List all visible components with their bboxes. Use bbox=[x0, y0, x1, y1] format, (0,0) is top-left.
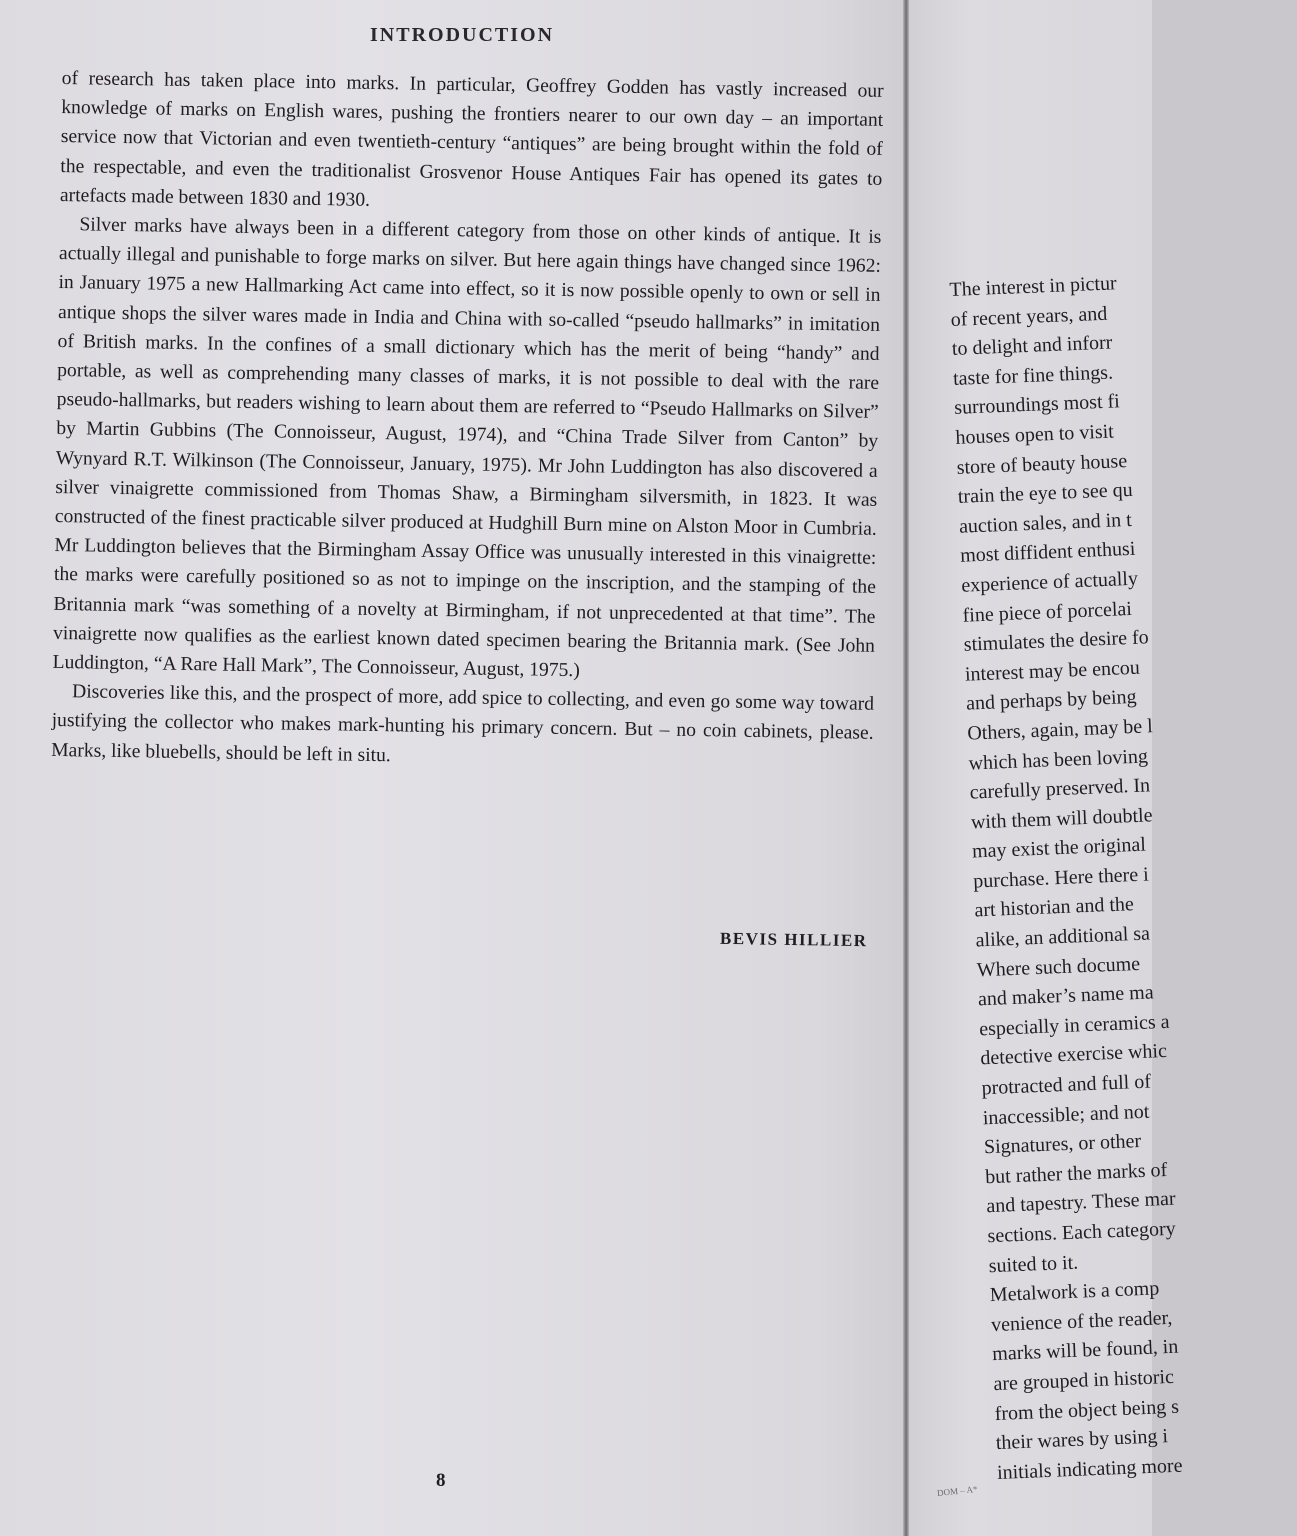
right-page-line: sections. Each category bbox=[987, 1217, 1177, 1248]
running-head: INTRODUCTION bbox=[370, 24, 555, 46]
right-page-line: interest may be encou bbox=[964, 656, 1141, 686]
paragraph-1: of research has taken place into marks. In particular, Geoffrey Godden has vastly increased our knowledge of marks on English wares, pushing the frontiers nearer to our own day – an important service now that Victorian and even twentieth-century “antiques” are being brought within the fold of the respectable, and even the traditionalist Grosvenor House Antiques Fair has opened its gates to artefacts made between 1830 and 1930. bbox=[59, 67, 884, 211]
right-page-line: train the eye to see qu bbox=[957, 478, 1134, 508]
right-page bbox=[909, 0, 1183, 1536]
right-page-text bbox=[949, 264, 1297, 1488]
right-page-line: with them will doubtle bbox=[970, 803, 1153, 834]
right-page-line: venience of the reader, bbox=[990, 1306, 1173, 1336]
right-page-line: Signatures, or other bbox=[983, 1130, 1142, 1159]
right-page-line: inaccessible; and not bbox=[982, 1100, 1150, 1129]
right-page-line: carefully preserved. In bbox=[969, 774, 1151, 804]
right-page-line: their wares by using i bbox=[995, 1425, 1169, 1455]
right-page-line: most diffident enthusi bbox=[959, 538, 1136, 568]
paragraph-3: Discoveries like this, and the prospect of more, add spice to collecting, and even go some way toward justifying the collector who makes mark-hunting his primary concern. But – no coin cabinets, please. Marks, like bluebells, should be left in situ. bbox=[51, 681, 875, 766]
author-signature: BEVIS HILLIER bbox=[719, 928, 868, 951]
right-page-line: houses open to visit bbox=[955, 420, 1115, 449]
right-page-line: initials indicating more bbox=[996, 1454, 1183, 1484]
right-page-line: auction sales, and in t bbox=[958, 508, 1133, 538]
right-page-line: purchase. Here there i bbox=[972, 863, 1150, 893]
right-page-line: fine piece of porcelai bbox=[962, 597, 1133, 627]
right-page-line: especially in ceramics a bbox=[978, 1010, 1171, 1041]
right-page-line: taste for fine things. bbox=[952, 361, 1114, 390]
right-page-line: surroundings most fi bbox=[953, 390, 1121, 420]
right-page-line: protracted and full of bbox=[981, 1070, 1152, 1100]
right-page-line: Metalwork is a comp bbox=[989, 1277, 1160, 1307]
right-page-line: and tapestry. These mar bbox=[985, 1188, 1177, 1218]
right-page-line: alike, an additional sa bbox=[975, 922, 1151, 952]
right-page-footer: DOM – A* bbox=[936, 1483, 978, 1499]
paragraph-2: Silver marks have always been in a different category from those on other kinds of antique. It is actually illegal and punishable to forge marks on silver. But here again things have changed since 1962: in January 1975 a new Hallmarking Act came into effect, so it is now possible openly to own or sell in antique shops the silver wares made in India and China with so-called “pseudo hallmarks” in imitation of British marks. In the confines of a small dictionary which has the merit of being “handy” and portable, as well as comprehending many classes of marks, it is not possible to deal with the rare pseudo-hallmarks, but readers wishing to learn about them are referred to “Pseudo Hallmarks on Silver” by Martin Gubbins (The Connoisseur, August, 1974), and “China Trade Silver from Canton” by Wynyard R.T. Wilkinson (The Connoisseur, January, 1975). Mr John Luddington has also discovered a silver vinaigrette commissioned from Thomas Shaw, a Birmingham silversmith, in 1823. It was constructed of the finest practicable silver produced at Hudghill Burn mine on Alston Moor in Cumbria. Mr Luddington believes that the Birmingham Assay Office was unusually interested in this vinaigrette: the marks were carefully positioned so as not to impinge on the inscription, and the stamping of the Britannia mark “was something of a novelty at Birmingham, if not unprecedented at that time”. The vinaigrette now qualifies as the earliest known dated specimen bearing the Britannia mark. (See John Luddington, “A Rare Hall Mark”, The Connoisseur, August, 1975.) bbox=[52, 214, 882, 682]
right-page-line: art historian and the bbox=[974, 893, 1135, 922]
right-page-line: but rather the marks of bbox=[984, 1158, 1168, 1189]
right-page-line: and perhaps by being bbox=[965, 686, 1138, 715]
right-page-line: marks will be found, in bbox=[991, 1336, 1179, 1366]
page-number: 8 bbox=[436, 1470, 446, 1491]
right-page-line: which has been loving bbox=[968, 744, 1149, 775]
right-page-line: experience of actually bbox=[960, 567, 1139, 597]
right-page-line: to delight and inforr bbox=[951, 331, 1113, 361]
right-page-line: store of beauty house bbox=[956, 449, 1128, 479]
right-page-line: Where such docume bbox=[976, 952, 1141, 982]
right-page-line: suited to it. bbox=[988, 1251, 1079, 1277]
introduction-text bbox=[51, 64, 884, 778]
right-page-line: detective exercise whic bbox=[979, 1040, 1168, 1070]
right-page-line: stimulates the desire fo bbox=[963, 626, 1150, 656]
right-page-line: of recent years, and bbox=[950, 302, 1108, 331]
right-page-line: from the object being s bbox=[994, 1395, 1180, 1425]
right-page-line: and maker’s name ma bbox=[977, 981, 1155, 1011]
right-page-line: may exist the original bbox=[971, 833, 1147, 863]
right-page-line: Others, again, may be l bbox=[966, 715, 1154, 745]
right-page-line: are grouped in historic bbox=[993, 1365, 1175, 1396]
right-page-line: The interest in pictur bbox=[949, 272, 1118, 301]
